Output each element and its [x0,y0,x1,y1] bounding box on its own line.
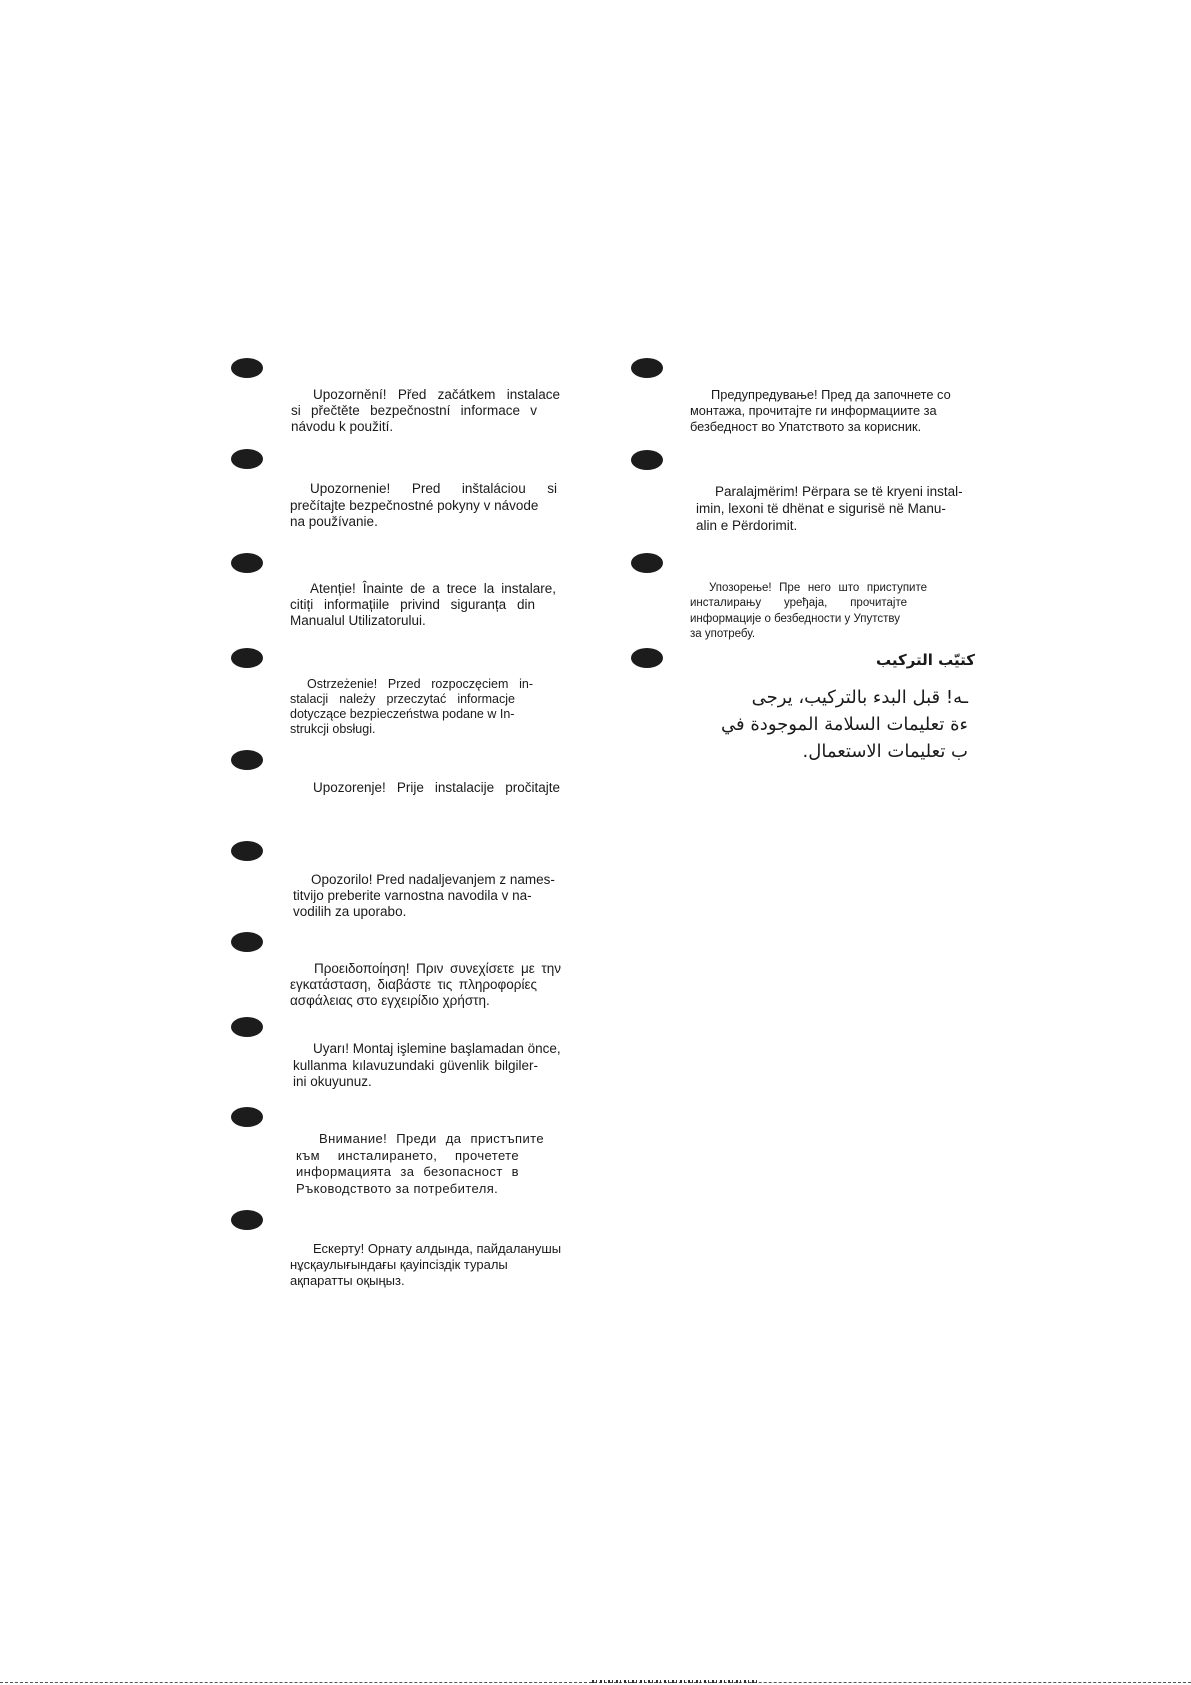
language-badge [231,841,263,861]
warning-line: návodu k použití. [291,419,394,434]
warning-slovak [290,481,557,531]
warning-line: kullanma kılavuzundaki güvenlik bilgiler- [293,1057,538,1073]
warning-line: vodilih za uporabo. [293,904,407,919]
warning-bulgarian [290,1131,544,1198]
warning-romanian [290,581,556,629]
warning-line: ақпаратты оқыңыз. [290,1273,405,1288]
warning-albanian [690,483,962,534]
warning-line: citiți informațiile privind siguranța din [290,597,535,612]
warning-line: imin, lexoni të dhënat e sigurisë në Manu- [696,501,946,516]
warning-line: за употребу. [690,627,756,640]
warning-line: ασφάλειας στο εγχειρίδιο χρήστη. [290,993,490,1008]
warning-greek [290,961,561,1009]
language-badge [231,1107,263,1127]
language-badge [631,648,663,668]
warning-line: Ескерту! Орнату алдында, пайдаланушы [313,1241,562,1256]
language-badge [231,750,263,770]
crop-mark-barcode [592,1680,760,1683]
warning-line: na používanie. [290,514,378,529]
warning-line: Внимание! Преди да пристъпите [319,1131,544,1146]
warning-line: titvijo preberite varnostna navodila v na- [293,888,532,903]
language-badge [231,553,263,573]
warning-line: ـه! قبل البدء بالتركيب، يرجى [751,687,968,708]
warning-serbian [690,581,927,642]
warning-line: Upozornenie! Pred inštaláciou si [310,481,557,496]
language-badge [231,358,263,378]
warning-line: нұсқаулығындағы қауіпсіздік туралы [290,1257,508,1272]
warning-macedonian [690,387,949,435]
warning-line: Προειδοποίηση! Πριν συνεχίσετε με την [314,961,561,976]
language-badge [231,449,263,469]
warning-line: strukcji obsługi. [290,722,376,736]
language-badge [231,648,263,668]
warning-line: Ostrzeżenie! Przed rozpoczęciem in- [307,677,533,691]
warning-turkish [290,1041,560,1091]
warning-line: Paralajmërim! Përpara se të kryeni instal- [715,484,963,499]
warning-line: dotyczące bezpieczeństwa podane w In- [290,707,515,721]
warning-croatian [290,780,560,796]
warning-line: Upozorenje! Prije instalacije pročitajte [313,780,560,795]
warning-line: εγκατάσταση, διαβάστε τις πληροφορίες [290,977,537,992]
warning-line: Atenție! Înainte de a trece la instalare, [310,581,556,596]
warning-line: alin e Përdorimit. [696,518,798,533]
warning-polish [290,677,533,737]
warning-line: ب تعليمات الاستعمال. [802,741,968,762]
language-badge [631,450,663,470]
language-badge [631,358,663,378]
warning-line: към инсталирането, прочетете [296,1147,519,1163]
language-badge [231,1017,263,1037]
warning-line: ini okuyunuz. [293,1074,372,1089]
warning-line: Ръководството за потребителя. [296,1181,499,1197]
language-badge [631,553,663,573]
warning-line: информације о безбедности у Упутству [690,612,900,625]
language-badge [231,932,263,952]
warning-line: prečítajte bezpečnostné pokyny v návode [290,497,539,513]
warning-line: Upozornění! Před začátkem instalace [313,387,560,402]
warning-line: инсталирању уређаја, прочитајте [690,597,907,610]
warning-line: монтажа, прочитајте ги информациите за [690,403,937,418]
language-badge [231,1210,263,1230]
warning-line: Opozorilo! Pred nadaljevanjem z names- [311,872,555,887]
warning-czech [290,387,560,435]
warning-line: ءة تعليمات السلامة الموجودة في [721,714,968,735]
warning-line: Manualul Utilizatorului. [290,613,426,628]
warning-arabic [721,684,968,765]
warning-kazakh [290,1241,562,1289]
arabic-heading: كتيّب التركيب [875,651,975,669]
warning-line: информацията за безопасност в [296,1164,519,1180]
warning-line: stalacji należy przeczytać informacje [290,692,515,706]
warning-line: si přečtěte bezpečnostní informace v [291,403,537,418]
warning-line: безбедност во Упатството за корисник. [690,419,922,434]
warning-slovenian [290,872,555,920]
warning-line: Предупредување! Пред да започнете со [711,387,951,402]
warning-line: Uyarı! Montaj işlemine başlamadan önce, [313,1041,561,1056]
warning-line: Упозорење! Пре него што приступите [709,582,927,594]
